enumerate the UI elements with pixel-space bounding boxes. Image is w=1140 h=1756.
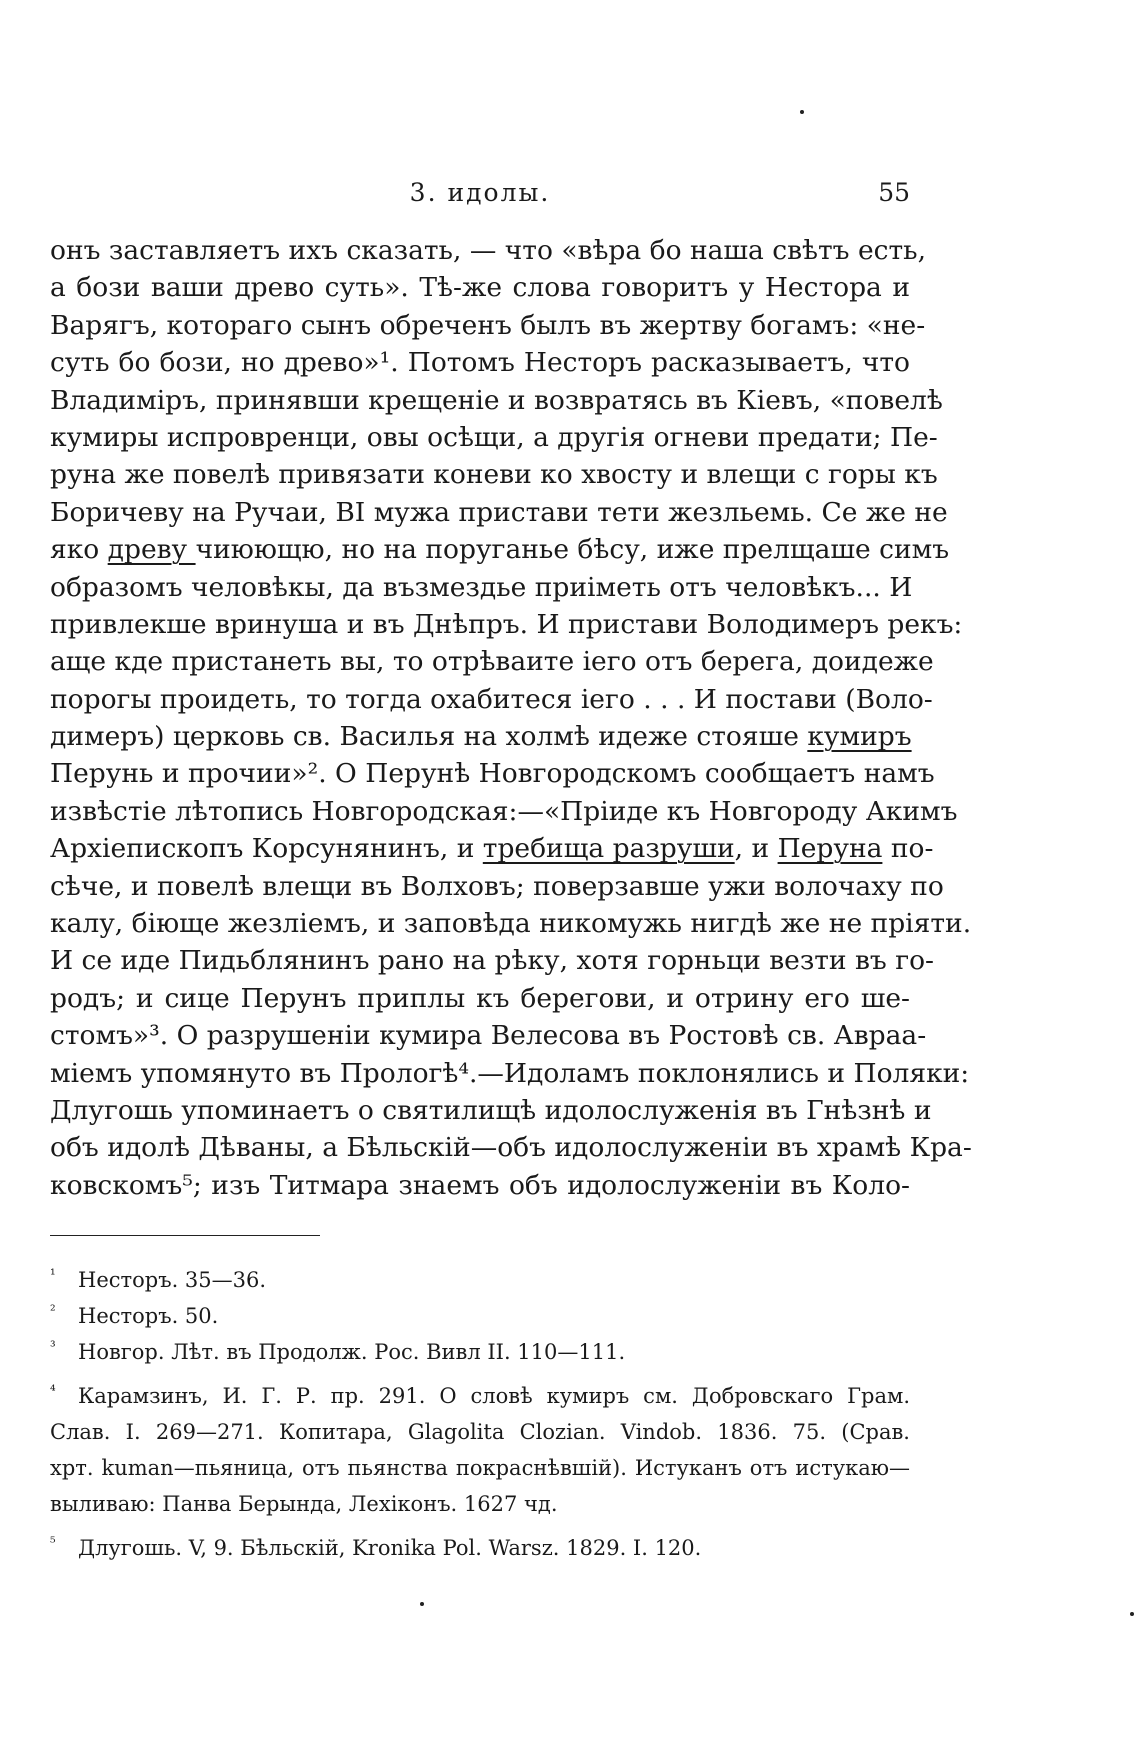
footnote-mark: ³ [50,1339,56,1355]
text-line: кумиры испровренци, овы осѣщи, а другія огневи предати; Пе- [50,421,938,453]
footnote-mark: ⁴ [50,1383,56,1399]
speck [800,110,804,114]
footnote-text: Карамзинъ, И. Г. Р. пр. 291. О словѣ кумиръ см. Добровскаго Грам. [78,1384,910,1408]
footnote-2 [50,1298,910,1334]
running-header [50,178,910,218]
text-line: родъ; и сице Перунъ приплы къ берегови, и отрину его ше- [50,982,910,1014]
underlined-word: древу [107,534,196,566]
text-line: И се иде Пидьблянинъ рано на рѣку, хотя горньци везти въ го- [50,945,935,977]
page-number: 55 [878,178,910,207]
text-line: калу, біюще жезліемъ, и заповѣда никомужь нигдѣ же не пріяти. [50,908,972,940]
text-line: Длугошь упоминаетъ о святилищѣ идолослуженія въ Гнѣзнѣ и [50,1094,932,1126]
footnote-text: Несторъ. 35—36. [78,1268,267,1292]
text-line: Перунь и прочии»². О Перунѣ Новгородскомъ сообщаетъ намъ [50,758,935,790]
underlined-word: кумиръ [807,721,912,753]
footnote-1 [50,1262,910,1298]
footnote-4-cont [50,1414,910,1450]
footnote-mark: ² [50,1303,56,1319]
footnote-3 [50,1334,910,1370]
text-line: Варягъ, котораго сынъ обреченъ былъ въ жертву богамъ: «не- [50,309,926,341]
footnote-4-cont [50,1486,910,1522]
underlined-word: Перуна [777,833,883,865]
text-line: а бози ваши древо суть». Тѣ-же слова говоритъ у Нестора и [50,272,910,304]
text-line: аще кде пристанеть вы, то отрѣваите іего отъ берега, доидеже [50,646,934,678]
text-line: порогы проидеть, то тогда охабитеся іего . . . И постави (Воло- [50,683,933,715]
text-line: онъ заставляетъ ихъ сказать, — что «вѣра бо наша свѣтъ есть, [50,235,926,266]
text-line: привлекше вринуша и въ Днѣпръ. И пристави Володимеръ рекъ: [50,608,963,640]
footnote-4-cont [50,1450,910,1486]
footnote-text: выливаю: Панва Берында, Лехіконъ. 1627 чд. [50,1492,558,1516]
footnote-mark: ⁵ [50,1535,56,1551]
text-line: ковскомъ⁵; изъ Титмара знаемъ объ идолослуженіи въ Коло- [50,1169,910,1201]
main-text [50,232,972,1204]
footnote-text: Несторъ. 50. [78,1304,219,1328]
footnote-rule [50,1235,320,1236]
footnote-text: хрт. kuman—пьяница, отъ пьянства покраснѣвшій). Истуканъ отъ истукаю— [50,1456,910,1480]
underlined-phrase: требища разруши [482,833,735,865]
text-line: руна же повелѣ привязати коневи ко хвосту и влещи с горы къ [50,459,938,491]
text-line-underlined: яко древу чиюющю, но на поруганье бѣсу, иже прелщаше симъ [50,534,950,566]
text-line: сѣче, и повелѣ влещи въ Волховъ; поверзавше ужи волочаху по [50,870,944,902]
text-line-underlined: димеръ) церковь св. Василья на холмѣ идеже стояше кумиръ [50,721,912,753]
text-line: образомъ человѣкы, да възмездье приіметь отъ человѣкъ... И [50,571,913,603]
text-line: стомъ»³. О разрушеніи кумира Велесова въ Ростовѣ св. Авраа- [50,1020,927,1052]
footnote-text: Новгор. Лѣт. въ Продолж. Рос. Вивл II. 110—111. [78,1340,626,1364]
chapter-title: 3. идолы. [409,178,551,207]
speck [1130,1612,1134,1616]
text-line: Боричеву на Ручаи, ВІ мужа пристави тети жезльемь. Се же не [50,496,948,528]
text-line: извѣстіе лѣтопись Новгородская:—«Пріиде къ Новгороду Акимъ [50,795,958,827]
footnote-mark: ¹ [50,1267,56,1283]
text-line: суть бо бози, но древо»¹. Потомъ Несторъ расказываетъ, что [50,347,910,379]
text-line: объ идолѣ Дѣваны, а Бѣльскій—объ идолослуженіи въ храмѣ Кра- [50,1132,972,1164]
text-line: Владиміръ, принявши крещеніе и возвратясь въ Кіевъ, «повелѣ [50,384,943,416]
speck [420,1602,424,1606]
text-line: міемъ упомянуто въ Прологѣ⁴.—Идоламъ поклонялись и Поляки: [50,1057,970,1089]
footnote-5 [50,1530,910,1566]
footnote-4 [50,1378,910,1414]
text-line-underlined: Архіепископъ Корсунянинъ, и требища разруши, и Перуна по- [50,833,934,865]
footnote-text: Длугошь. V, 9. Бѣльскій, Kronika Pol. Warsz. 1829. I. 120. [78,1536,702,1560]
footnote-text: Слав. I. 269—271. Копитара, Glagolita Clozian. Vindob. 1836. 75. (Срав. [50,1420,910,1444]
